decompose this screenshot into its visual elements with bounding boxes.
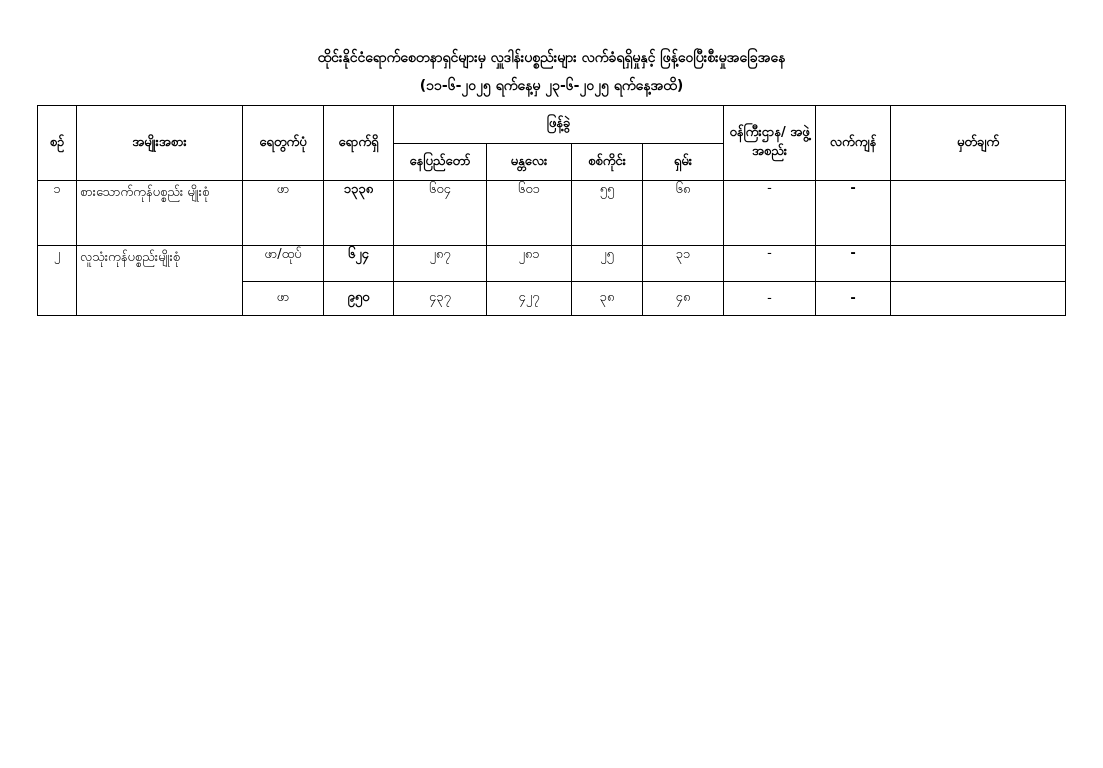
header-received: ရောက်ရှိ xyxy=(324,106,394,181)
cell-received: ၆၂၄ xyxy=(324,246,394,282)
cell-nay-pyi-taw: ၆၀၄ xyxy=(394,181,487,246)
cell-shan: ၄၈ xyxy=(643,282,724,316)
table-row xyxy=(38,246,1066,282)
header-no: စဉ် xyxy=(38,106,77,181)
header-kind: အမျိုးအစား xyxy=(77,106,243,181)
header-mandalay: မန္တလေး xyxy=(487,144,572,181)
cell-unit: ဖာ xyxy=(243,282,324,316)
cell-no: ၂ xyxy=(38,246,77,316)
donation-distribution-table xyxy=(37,105,1066,316)
cell-kind: စားသောက်ကုန်ပစ္စည်း မျိုးစုံ xyxy=(77,181,243,246)
cell-remaining: - xyxy=(816,246,891,282)
header-remaining: လက်ကျန် xyxy=(816,106,891,181)
header-distributed: ဖြန့်ခွဲ xyxy=(394,106,724,144)
cell-mandalay: ၂၈၁ xyxy=(487,246,572,282)
cell-remaining: - xyxy=(816,282,891,316)
cell-remarks xyxy=(891,282,1066,316)
table-row xyxy=(38,181,1066,246)
report-date-range: (၁၁-၆-၂၀၂၅ ရက်နေ့မှ ၂၃-၆-၂၀၂၅ ရက်နေ့အထိ) xyxy=(419,78,684,94)
header-sagaing: စစ်ကိုင်း xyxy=(572,144,643,181)
cell-kind: လူသုံးကုန်ပစ္စည်းမျိုးစုံ xyxy=(77,246,243,316)
header-unit: ရေတွက်ပုံ xyxy=(243,106,324,181)
cell-ministries: - xyxy=(724,246,816,282)
cell-unit: ဖာ/ထုပ် xyxy=(243,246,324,282)
header-remarks: မှတ်ချက် xyxy=(891,106,1066,181)
cell-received: ၁၃၃၈ xyxy=(324,181,394,246)
cell-nay-pyi-taw: ၄၃၇ xyxy=(394,282,487,316)
cell-remaining: - xyxy=(816,181,891,246)
cell-sagaing: ၃၈ xyxy=(572,282,643,316)
cell-received: ၉၅၀ xyxy=(324,282,394,316)
cell-sagaing: ၂၅ xyxy=(572,246,643,282)
header-nay-pyi-taw: နေပြည်တော် xyxy=(394,144,487,181)
cell-shan: ၆၈ xyxy=(643,181,724,246)
cell-ministries: - xyxy=(724,181,816,246)
table-header-row xyxy=(38,106,1066,144)
cell-shan: ၃၁ xyxy=(643,246,724,282)
report-title: ထိုင်းနိုင်ငံရောက်စေတနာရှင်များမှ လှူဒါန်းပစ္စည်းများ လက်ခံရရှိမှုနှင့် ဖြန့်ဝေပြီးစီးမှုအခြေအနေ xyxy=(317,50,786,66)
cell-mandalay: ၄၂၇ xyxy=(487,282,572,316)
header-shan: ရှမ်း xyxy=(643,144,724,181)
cell-no: ၁ xyxy=(38,181,77,246)
cell-remarks xyxy=(891,246,1066,282)
cell-unit: ဖာ xyxy=(243,181,324,246)
cell-sagaing: ၅၅ xyxy=(572,181,643,246)
header-ministries: ဝန်ကြီးဌာန/ အဖွဲ့အစည်း xyxy=(724,106,816,181)
cell-mandalay: ၆၀၁ xyxy=(487,181,572,246)
cell-nay-pyi-taw: ၂၈၇ xyxy=(394,246,487,282)
cell-remarks xyxy=(891,181,1066,246)
cell-ministries: - xyxy=(724,282,816,316)
